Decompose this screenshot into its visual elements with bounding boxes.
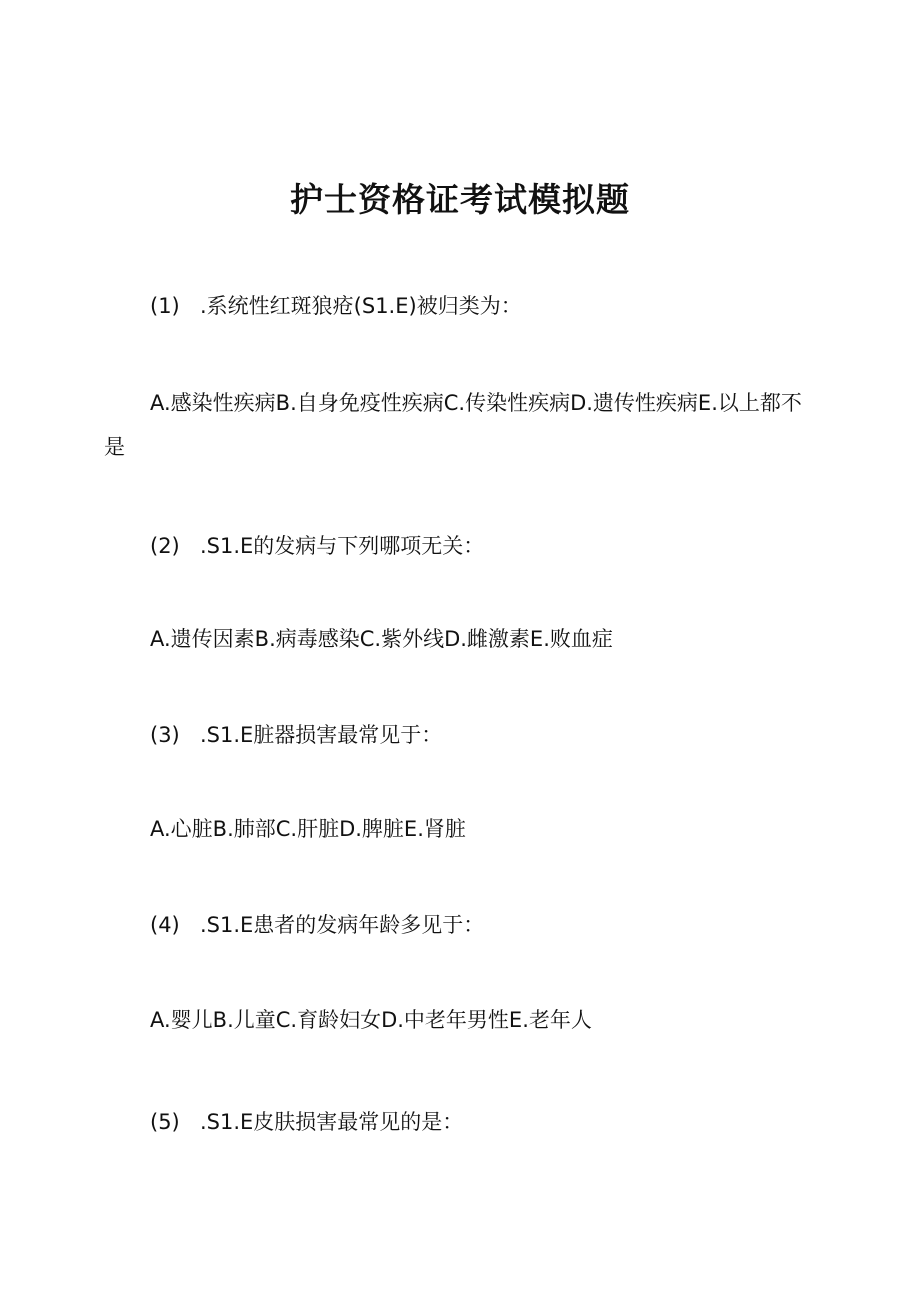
question-4-stem-line bbox=[150, 911, 484, 939]
question-5-stem: .S1.E皮肤损害最常见的是： bbox=[200, 1110, 464, 1134]
question-4-options: A.婴儿B.儿童C.育龄妇女D.中老年男性E.老年人 bbox=[150, 1008, 592, 1032]
question-2-number: (2) bbox=[150, 534, 180, 558]
question-5-stem-line bbox=[150, 1108, 463, 1136]
question-1-stem: .系统性红斑狼疮(S1.E)被归类为： bbox=[200, 294, 522, 318]
question-3-stem: .S1.E脏器损害最常见于： bbox=[200, 723, 443, 747]
page-title: 护士资格证考试模拟题 bbox=[290, 180, 630, 219]
question-3-number: (3) bbox=[150, 723, 180, 747]
question-2-stem: .S1.E的发病与下列哪项无关： bbox=[200, 534, 485, 558]
question-1-stem-line bbox=[150, 292, 522, 320]
question-1-options: A.感染性疾病B.自身免疫性疾病C.传染性疾病D.遗传性疾病E.以上都不是 bbox=[104, 391, 802, 459]
question-4-number: (4) bbox=[150, 913, 180, 937]
question-3-stem-line bbox=[150, 721, 442, 749]
question-2-options: A.遗传因素B.病毒感染C.紫外线D.雌激素E.败血症 bbox=[150, 627, 613, 651]
question-1-number: (1) bbox=[150, 294, 180, 318]
question-5-number: (5) bbox=[150, 1110, 180, 1134]
question-4-stem: .S1.E患者的发病年龄多见于： bbox=[200, 913, 485, 937]
question-2-stem-line bbox=[150, 532, 484, 560]
question-3-options: A.心脏B.肺部C.肝脏D.脾脏E.肾脏 bbox=[150, 817, 466, 841]
